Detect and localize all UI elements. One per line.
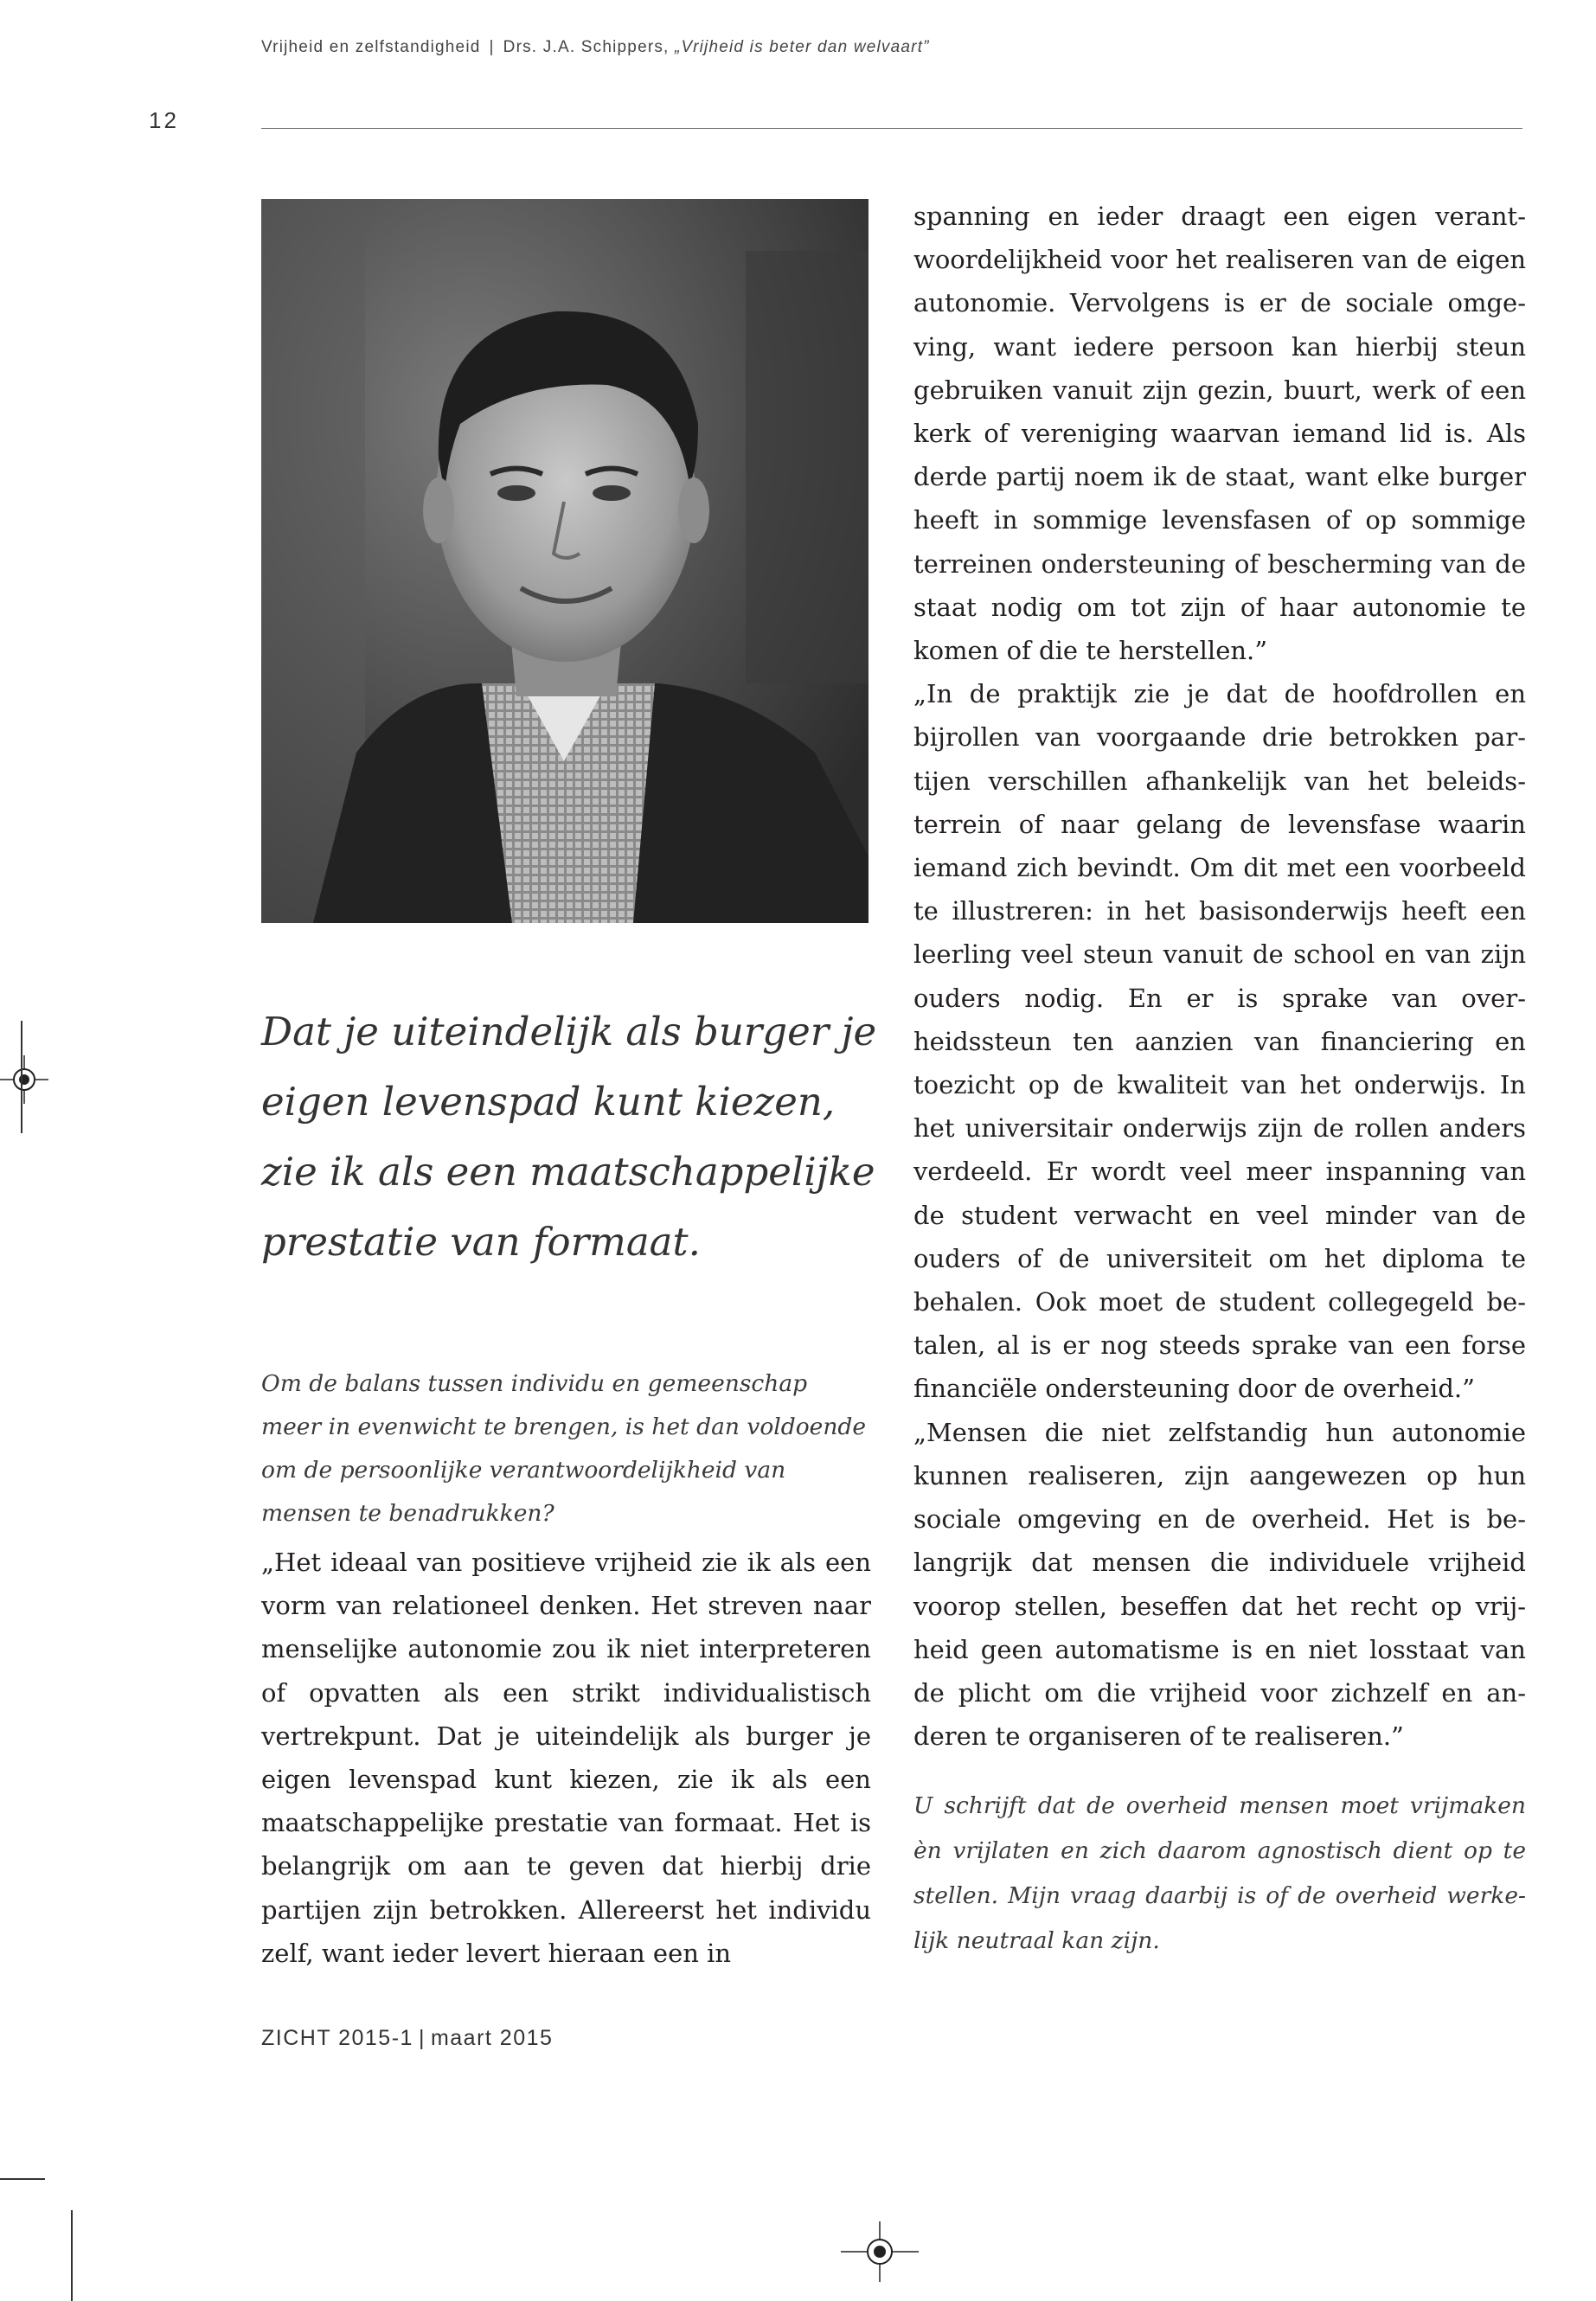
registration-mark-icon [841, 2221, 919, 2285]
crop-mark [71, 2210, 73, 2301]
paragraph: spanning en ieder draagt een eigen verantwoordelijkheid voor het realiseren van de eigen autonomie. Vervolgens is er de sociale omgeving, want iedere persoon kan hierbij steun gebruiken vanuit zijn gezin, buurt, werk of een kerk of vereniging waarvan iemand lid is. Als derde partij noem ik de staat, want elke burger heeft in sommige levensfasen of op sommige terreinen ondersteuning of bescherming van de staat nodig om tot zijn of haar autonomie te komen of die te herstellen.” [913, 202, 1526, 666]
body-text-right [913, 195, 1526, 1758]
page-footer [261, 2026, 553, 2051]
running-header [261, 38, 930, 57]
interview-question-left: Om de balans tussen individu en gemeenschap meer in evenwicht te brengen, is het dan voldoende om de persoonlijke verantwoordelijkheid van mensen te benadrukken? [261, 1370, 867, 1527]
pull-quote: Dat je uiteindelijk als burger je eigen levenspad kunt kiezen, zie ik als een maatschappelijke prestatie van formaat. [261, 1009, 877, 1265]
crop-mark [21, 1021, 22, 1133]
author-name: Drs. J.A. Schippers, [503, 38, 670, 56]
body-text-left [261, 1541, 871, 1975]
section-title: Vrijheid en zelfstandigheid [261, 38, 481, 56]
crop-mark [0, 2178, 45, 2180]
right-column [913, 195, 1526, 1758]
page-number: 12 [149, 107, 179, 133]
journal-issue: ZICHT 2015-1 [261, 2026, 413, 2050]
footer-separator: | [418, 2026, 426, 2050]
header-rule [261, 128, 1522, 129]
registration-mark-icon [0, 1055, 48, 1107]
interview-question-right: U schrijft dat de overheid mensen moet vrijmaken èn vrijlaten en zich daarom agnostisch dient op te stellen. Mijn vraag daarbij is of de overheid werkelijk neutraal kan zijn. [913, 1792, 1526, 1954]
header-separator: | [489, 38, 495, 56]
paragraph: „Het ideaal van positieve vrijheid zie ik als een vorm van relationeel denken. Het streven naar menselijke autonomie zou ik niet interpreteren of opvatten als een strikt individualistisch vertrekpunt. Dat je uiteindelijk als burger je eigen levenspad kunt kiezen, zie ik als een maatschappelijke prestatie van formaat. Het is belangrijk om aan te geven dat hierbij drie partijen zijn betrokken. Allereerst het individu zelf, want ieder levert hieraan een in [261, 1548, 871, 1968]
paragraph: „In de praktijk zie je dat de hoofdrollen en bijrollen van voorgaande drie betrokken partijen verschillen afhankelijk van het beleidsterrein of naar gelang de levensfase waarin iemand zich bevindt. Om dit met een voorbeeld te illustreren: in het basisonderwijs heeft een leerling veel steun vanuit de school en van zijn ouders nodig. En er is sprake van overheidssteun ten aanzien van financiering en toezicht op de kwaliteit van het onderwijs. In het universitair onderwijs zijn de rollen anders verdeeld. Er wordt veel meer inspanning van de student verwacht en veel minder van de ouders of de universiteit om het diploma te behalen. Ook moet de student collegegeld betalen, al is er nog steeds sprake van een forse financiële ondersteuning door de overheid.” [913, 679, 1526, 1404]
portrait-photo [261, 199, 869, 923]
article-title: „Vrijheid is beter dan welvaart” [675, 38, 930, 56]
issue-date: maart 2015 [430, 2026, 554, 2050]
portrait-illustration [261, 199, 869, 923]
paragraph: „Mensen die niet zelfstandig hun autonomie kunnen realiseren, zijn aangewezen op hun sociale omgeving en de overheid. Het is belangrijk dat mensen die individuele vrijheid voorop stellen, beseffen dat het recht op vrijheid geen automatisme is en niet losstaat van de plicht om die vrijheid voor zichzelf en anderen te organiseren of te realiseren.” [913, 1417, 1526, 1752]
